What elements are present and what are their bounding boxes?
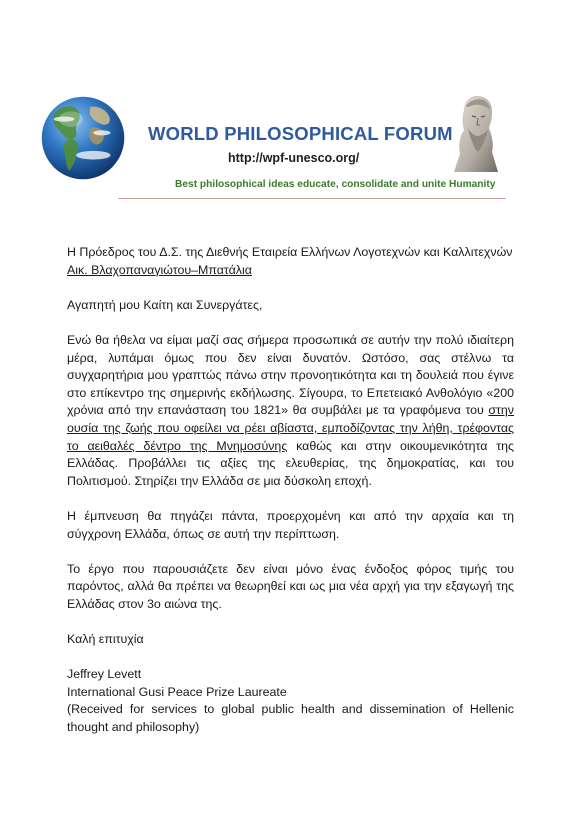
recipient-title: Η Πρόεδρος του Δ.Σ. της Διεθνής Εταιρεία Ελλήνων Λογοτεχνών και Καλλιτεχνών [67, 245, 513, 259]
globe-icon [40, 95, 126, 181]
closing: Καλή επιτυχία [67, 632, 144, 647]
paragraph-1-part-2: καθώς και στην οικουμενικότητα της Ελλάδας. Προβάλλει τις αξίες της ελευθερίας, της δημοκρατίας, και του Πολιτισμού. Στηρίζει την Ελλάδα σε μια δύσκολη εποχή. [67, 438, 514, 488]
signer-name: Jeffrey Levett [67, 667, 142, 682]
header-divider [118, 198, 506, 199]
paragraph-1-part-1: Ενώ θα ήθελα να είμαι μαζί σας σήμερα προσωπικά σε αυτήν την πολύ ιδιαίτερη μέρα, λυπάμαι όμως που δεν είναι δυνατόν. Ωστόσο, σας στέλνω τα συγχαρητήρια μου γραπτώς πάνω στην προνοητικότητα και τη δουλειά που έγινε στο επίκεντρο της σημερινής εκδήλωσης. Σίγουρα, το Επετειακό Ανθολόγιο «200 χρόνια από την επανάσταση του 1821» θα συμβάλει με τα γραφόμενα του [67, 332, 514, 418]
paragraph-3: Το έργο που παρουσιάζετε δεν είναι μόνο ένας ένδοξος φόρος τιμής του παρόντος, αλλά θα πρέπει να θεωρηθεί και ως μια νέα αρχή για την εξαγωγή της Ελλάδας στον 3ο αιώνα της. [67, 561, 514, 611]
signer-title: International Gusi Peace Prize Laureate [67, 684, 287, 699]
paragraph-2: Η έμπνευση θα πηγάζει πάντα, προερχομένη και από την αρχαία και τη σύγχρονη Ελλάδα, όπως σε αυτή την περίπτωση. [67, 508, 514, 541]
recipient-name: Αικ. Βλαχοπαναγιώτου–Μπατάλια [67, 262, 252, 277]
salutation: Αγαπητή μου Καίτη και Συνεργάτες, [67, 297, 263, 312]
paragraph-1-underlined: στην ουσία της ζωής που οφείλει να ρέει αβίαστα, εμποδίζοντας την λήθη, τρέφοντας το αειθαλές δέντρο της Μνημοσύνης [67, 403, 514, 453]
forum-title: WORLD PHILOSOPHICAL FORUM [148, 123, 453, 144]
forum-tagline: Best philosophical ideas educate, consolidate and unite Humanity [175, 179, 496, 190]
paragraph-1 [67, 332, 514, 490]
letterhead [0, 0, 583, 210]
forum-url[interactable]: http://wpf-unesco.org/ [228, 151, 360, 165]
signer-note: (Received for services to global public health and dissemination of Hellenic thought and philosophy) [67, 702, 514, 735]
socrates-bust-image [448, 92, 506, 172]
letter-body [67, 244, 514, 737]
